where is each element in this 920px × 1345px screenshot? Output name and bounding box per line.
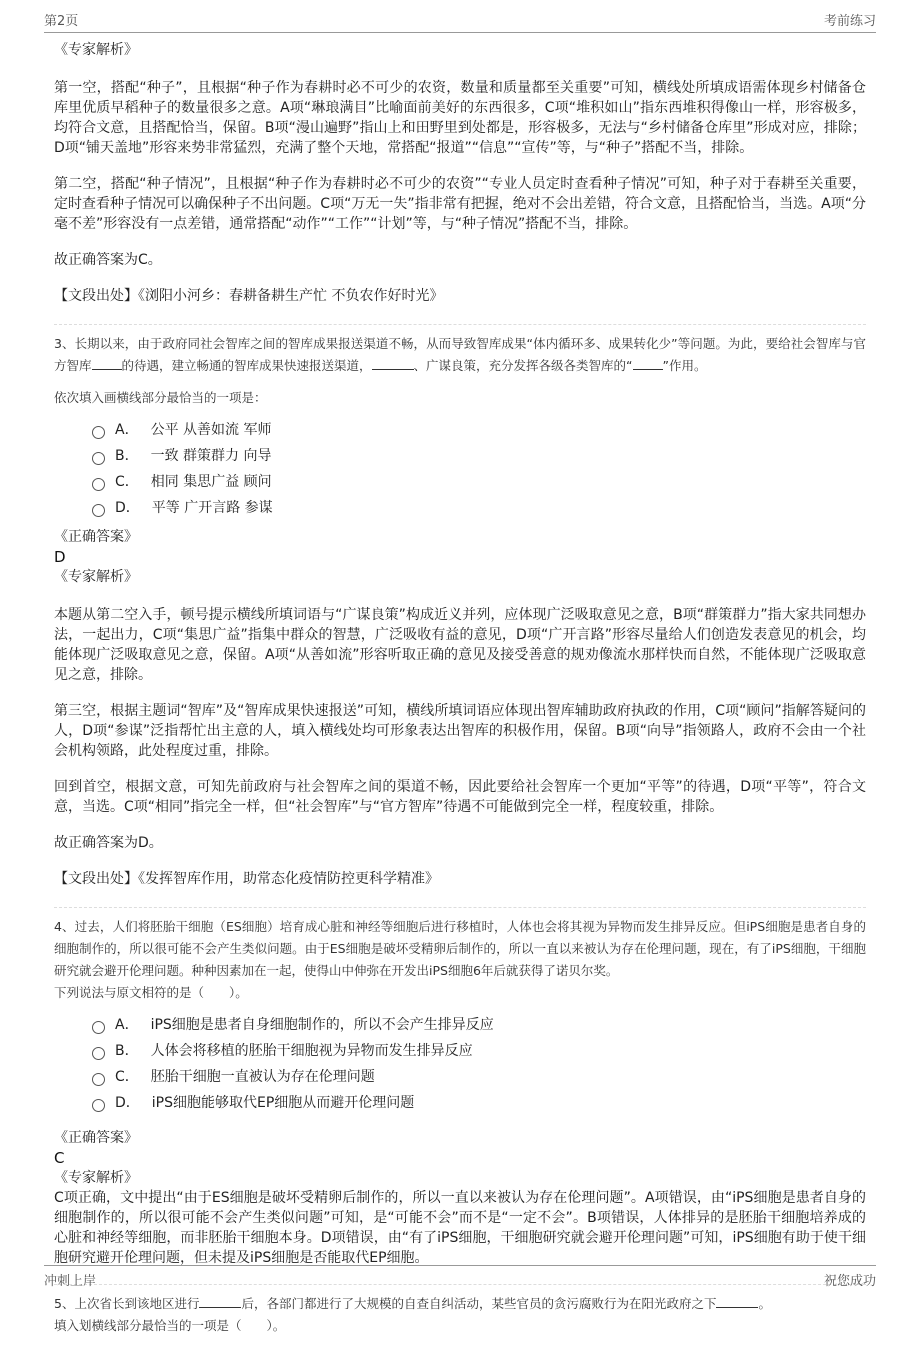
source-citation: 【文段出处】《发挥智库作用，助常态化疫情防控更科学精准》 bbox=[54, 871, 439, 887]
question-5-text: 5、上次省长到该地区进行 后，各部门都进行了大规模的自查自纠活动，某些官员的贪污腐败行为在阳光政府之下 。 bbox=[54, 1284, 866, 1315]
footer-divider bbox=[44, 1265, 876, 1266]
analysis-paragraph: 第一空，搭配“种子”，且根据“种子作为春耕时必不可少的农资，数量和质量都至关重要”可知，横线处所填成语需体现乡村储备仓库里优质早稻种子的数量很多之意。A项“琳琅满目”比喻面前美好的东西很多，C项“堆积如山”指东西堆积得像山一样，形容极多，均符合文意，且搭配恰当，保留。B项“漫山遍野”指山上和田野里到处都是，形容极多，无法与“乡村储备仓库里”形成对应，排除；D项“铺天盖地”形容来势非常猛烈，充满了整个天地，常搭配“报道”“信息”“宣传”等，与“种子”搭配不当，排除。 bbox=[54, 80, 866, 156]
option-a[interactable]: A． 公平 从善如流 军师 bbox=[92, 417, 866, 443]
analysis-paragraph: 回到首空，根据文意，可知先前政府与社会智库之间的渠道不畅，因此要给社会智库一个更加“平等”的待遇，D项“平等”，符合文意，当选。C项“相同”指完全一样，但“社会智库”与“官方智库”待遇不可能做到完全一样，程度较重，排除。 bbox=[54, 779, 866, 815]
question-3-options bbox=[92, 417, 866, 521]
page-content bbox=[54, 40, 866, 1345]
fill-blank bbox=[372, 357, 414, 370]
header-title: 考前练习 bbox=[823, 14, 876, 29]
footer-left-text: 冲刺上岸 bbox=[44, 1274, 97, 1289]
fill-blank bbox=[633, 357, 663, 370]
radio-icon[interactable] bbox=[92, 1021, 105, 1034]
question-4-options bbox=[92, 1012, 866, 1116]
question-4-prompt: 下列说法与原文相符的是（ ）。 bbox=[54, 985, 248, 1000]
question-4-text: 4、过去，人们将胚胎干细胞（ES细胞）培育成心脏和神经等细胞后进行移植时，人体也会将其视为异物而发生排异反应。但iPS细胞是患者自身的细胞制作的，所以很可能不会产生类似问题。由于ES细胞是破坏受精卵后制作的，所以一直以来被认为存在伦理问题，现在，有了iPS细胞，干细胞研究就会避开伦理问题。种种因素加在一起，使得山中伸弥在开发出iPS细胞6年后就获得了诺贝尔奖。 bbox=[54, 907, 866, 982]
fill-blank bbox=[92, 357, 122, 370]
footer-right-text: 祝您成功 bbox=[823, 1274, 876, 1289]
answer-statement: 故正确答案为C。 bbox=[54, 252, 162, 268]
expert-analysis-tag: 《专家解析》 bbox=[54, 569, 138, 585]
analysis-paragraph: 第二空，搭配“种子情况”，且根据“种子作为春耕时必不可少的农资”“专业人员定时查看种子情况”可知，种子对于春耕至关重要，定时查看种子情况可以确保种子不出问题。C项“万无一失”指非常有把握，绝对不会出差错，符合文意，且搭配恰当，当选。A项“分毫不差”形容没有一点差错，通常搭配“动作”“工作”“计划”等，与“种子情况”搭配不当，排除。 bbox=[54, 176, 866, 232]
expert-analysis-tag: 《专家解析》 bbox=[54, 42, 138, 58]
analysis-paragraph: 本题从第二空入手，顿号提示横线所填词语与“广谋良策”构成近义并列，应体现广泛吸取意见之意，B项“群策群力”指大家共同想办法，一起出力，C项“集思广益”指集中群众的智慧，广泛吸收有益的意见，D项“广开言路”形容尽量给人们创造发表意见的机会，均能体现广泛吸取意见之意，保留。A项“从善如流”形容听取正确的意见及接受善意的规劝像流水那样快而自然，不能体现广泛吸取意见之意，排除。 bbox=[54, 607, 866, 683]
answer-statement: 故正确答案为D。 bbox=[54, 835, 163, 851]
option-d[interactable]: D． 平等 广开言路 参谋 bbox=[92, 495, 866, 521]
radio-icon[interactable] bbox=[92, 1099, 105, 1112]
question-3-prompt: 依次填入画横线部分最恰当的一项是： bbox=[54, 390, 267, 405]
radio-icon[interactable] bbox=[92, 426, 105, 439]
option-b[interactable]: B． 一致 群策群力 向导 bbox=[92, 443, 866, 469]
question-3-text: 3、长期以来，由于政府同社会智库之间的智库成果报送渠道不畅，从而导致智库成果“体内循环多、成果转化少”等问题。为此，要给社会智库与官方智库 的待遇，建立畅通的智库成果快速报送渠道， 、广谋良策，充分发挥各级各类智库的“ ”作用。 bbox=[54, 324, 866, 377]
expert-analysis-tag: 《专家解析》 bbox=[54, 1170, 138, 1186]
radio-icon[interactable] bbox=[92, 452, 105, 465]
analysis-paragraph: C项正确，文中提出“由于ES细胞是破坏受精卵后制作的，所以一直以来被认为存在伦理问题”。A项错误，由“iPS细胞是患者自身的细胞制作的，所以很可能不会产生类似问题”可知，是“可能不会”而不是“一定不会”。B项错误，人体排异的是胚胎干细胞培养成的心脏和神经等细胞，而非胚胎干细胞本身。D项错误，由“有了iPS细胞，干细胞研究就会避开伦理问题”可知，iPS细胞有助于使干细胞研究避开伦理问题，但未提及iPS细胞是否能取代EP细胞。 bbox=[54, 1190, 866, 1266]
option-d[interactable]: D． iPS细胞能够取代EP细胞从而避开伦理问题 bbox=[92, 1090, 866, 1116]
correct-answer: D bbox=[54, 548, 66, 566]
correct-answer-tag: 《正确答案》 bbox=[54, 1130, 138, 1146]
correct-answer: C bbox=[54, 1149, 65, 1167]
question-5-prompt: 填入划横线部分最恰当的一项是（ ）。 bbox=[54, 1318, 286, 1333]
analysis-paragraph: 第三空，根据主题词“智库”及“智库成果快速报送”可知，横线所填词语应体现出智库辅助政府执政的作用，C项“顾问”指解答疑问的人，D项“参谋”泛指帮忙出主意的人，填入横线处均可形象表达出智库的积极作用，保留。B项“向导”指领路人，政府不会由一个社会机构领路，此处程度过重，排除。 bbox=[54, 703, 866, 759]
page-header bbox=[44, 10, 876, 28]
source-citation: 【文段出处】《浏阳小河乡：春耕备耕生产忙 不负农作好时光》 bbox=[54, 288, 444, 304]
radio-icon[interactable] bbox=[92, 1073, 105, 1086]
radio-icon[interactable] bbox=[92, 504, 105, 517]
option-c[interactable]: C． 胚胎干细胞一直被认为存在伦理问题 bbox=[92, 1064, 866, 1090]
option-c[interactable]: C． 相同 集思广益 顾问 bbox=[92, 469, 866, 495]
radio-icon[interactable] bbox=[92, 478, 105, 491]
page-footer bbox=[44, 1270, 876, 1288]
radio-icon[interactable] bbox=[92, 1047, 105, 1060]
option-a[interactable]: A． iPS细胞是患者自身细胞制作的，所以不会产生排异反应 bbox=[92, 1012, 866, 1038]
correct-answer-tag: 《正确答案》 bbox=[54, 529, 138, 545]
page-number: 第2页 bbox=[44, 14, 79, 29]
option-b[interactable]: B． 人体会将移植的胚胎干细胞视为异物而发生排异反应 bbox=[92, 1038, 866, 1064]
header-divider bbox=[44, 32, 876, 33]
